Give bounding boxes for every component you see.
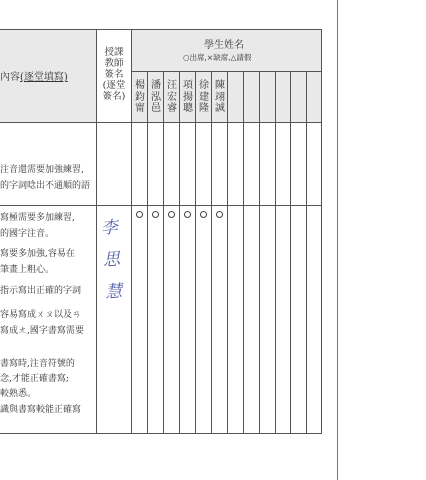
- attendance-present-mark: [136, 211, 143, 218]
- student-name: 潘 泓 邑: [151, 80, 161, 114]
- student-name: 項 揚 聰: [183, 80, 193, 114]
- scan-edge: [337, 0, 338, 480]
- attendance-present-mark: [184, 211, 191, 218]
- table-top-border: [0, 29, 322, 30]
- attendance-present-mark: [216, 211, 223, 218]
- row-separator: [0, 205, 322, 206]
- teacher-signature: [100, 211, 127, 308]
- teacher-column-header: [97, 47, 131, 102]
- header-bottom-border: [0, 122, 322, 123]
- teacher-header-line: (逐堂: [102, 80, 126, 91]
- attendance-present-mark: [152, 211, 159, 218]
- student-col-line: [259, 71, 260, 434]
- student-col-line: [227, 71, 228, 434]
- teacher-header-line: 簽名): [102, 91, 126, 102]
- row2-line: 書寫時,注音符號的: [0, 359, 75, 369]
- row2-line: 寫要多加強,容易在: [0, 249, 75, 259]
- row2-line: 容易寫成ㄨㄡ以及ㄢ: [0, 310, 82, 320]
- row2-line: 筆畫上粗心。: [0, 265, 55, 275]
- student-name: 陳 翊 誠: [215, 80, 225, 114]
- column-line-teacher: [131, 29, 132, 434]
- table-bottom-border: [0, 433, 322, 434]
- student-col-line: [243, 71, 244, 434]
- student-name: 汪 宏 睿: [167, 80, 177, 114]
- attendance-legend: ○出席,×缺席,△請假: [183, 53, 252, 62]
- student-col-line: [211, 71, 212, 434]
- row2-line: 念,才能正確書寫;: [0, 374, 69, 384]
- student-col-line: [306, 71, 307, 434]
- row2-line: 寫成ㄤ,國字書寫需要: [0, 326, 84, 336]
- student-col-line: [163, 71, 164, 434]
- row2-line: 的國字注音。: [0, 229, 55, 239]
- table-right-border: [321, 29, 322, 434]
- teacher-header-line: 簽名: [104, 69, 124, 80]
- teacher-header-line: 教師: [104, 58, 124, 69]
- row2-line: 較熟悉。: [0, 389, 37, 399]
- student-col-line: [195, 71, 196, 434]
- row1-line: 的字詞唸出不通順的語: [0, 181, 91, 191]
- teacher-header-line: 授課: [104, 47, 124, 58]
- content-header-label: 內容: [0, 72, 20, 83]
- student-col-line: [275, 71, 276, 434]
- student-col-line: [179, 71, 180, 434]
- students-title: 學生姓名: [204, 40, 244, 51]
- student-col-line: [147, 71, 148, 434]
- student-name: 徐 建 隆: [199, 80, 209, 114]
- student-col-line: [290, 71, 291, 434]
- attendance-present-mark: [200, 211, 207, 218]
- content-header-note: (逐堂填寫): [20, 72, 68, 83]
- row1-line: 注音還需要加強練習,: [0, 165, 84, 175]
- row2-line: 指示寫出正確的字詞: [0, 286, 82, 296]
- content-header: [0, 68, 68, 83]
- row2-line: 識與書寫較能正確寫: [0, 405, 82, 415]
- student-name: 楊 鈞 甯: [135, 80, 145, 114]
- signature-char: 李思慧: [100, 217, 123, 303]
- row2-line: 寫極需要多加練習,: [0, 213, 75, 223]
- attendance-present-mark: [168, 211, 175, 218]
